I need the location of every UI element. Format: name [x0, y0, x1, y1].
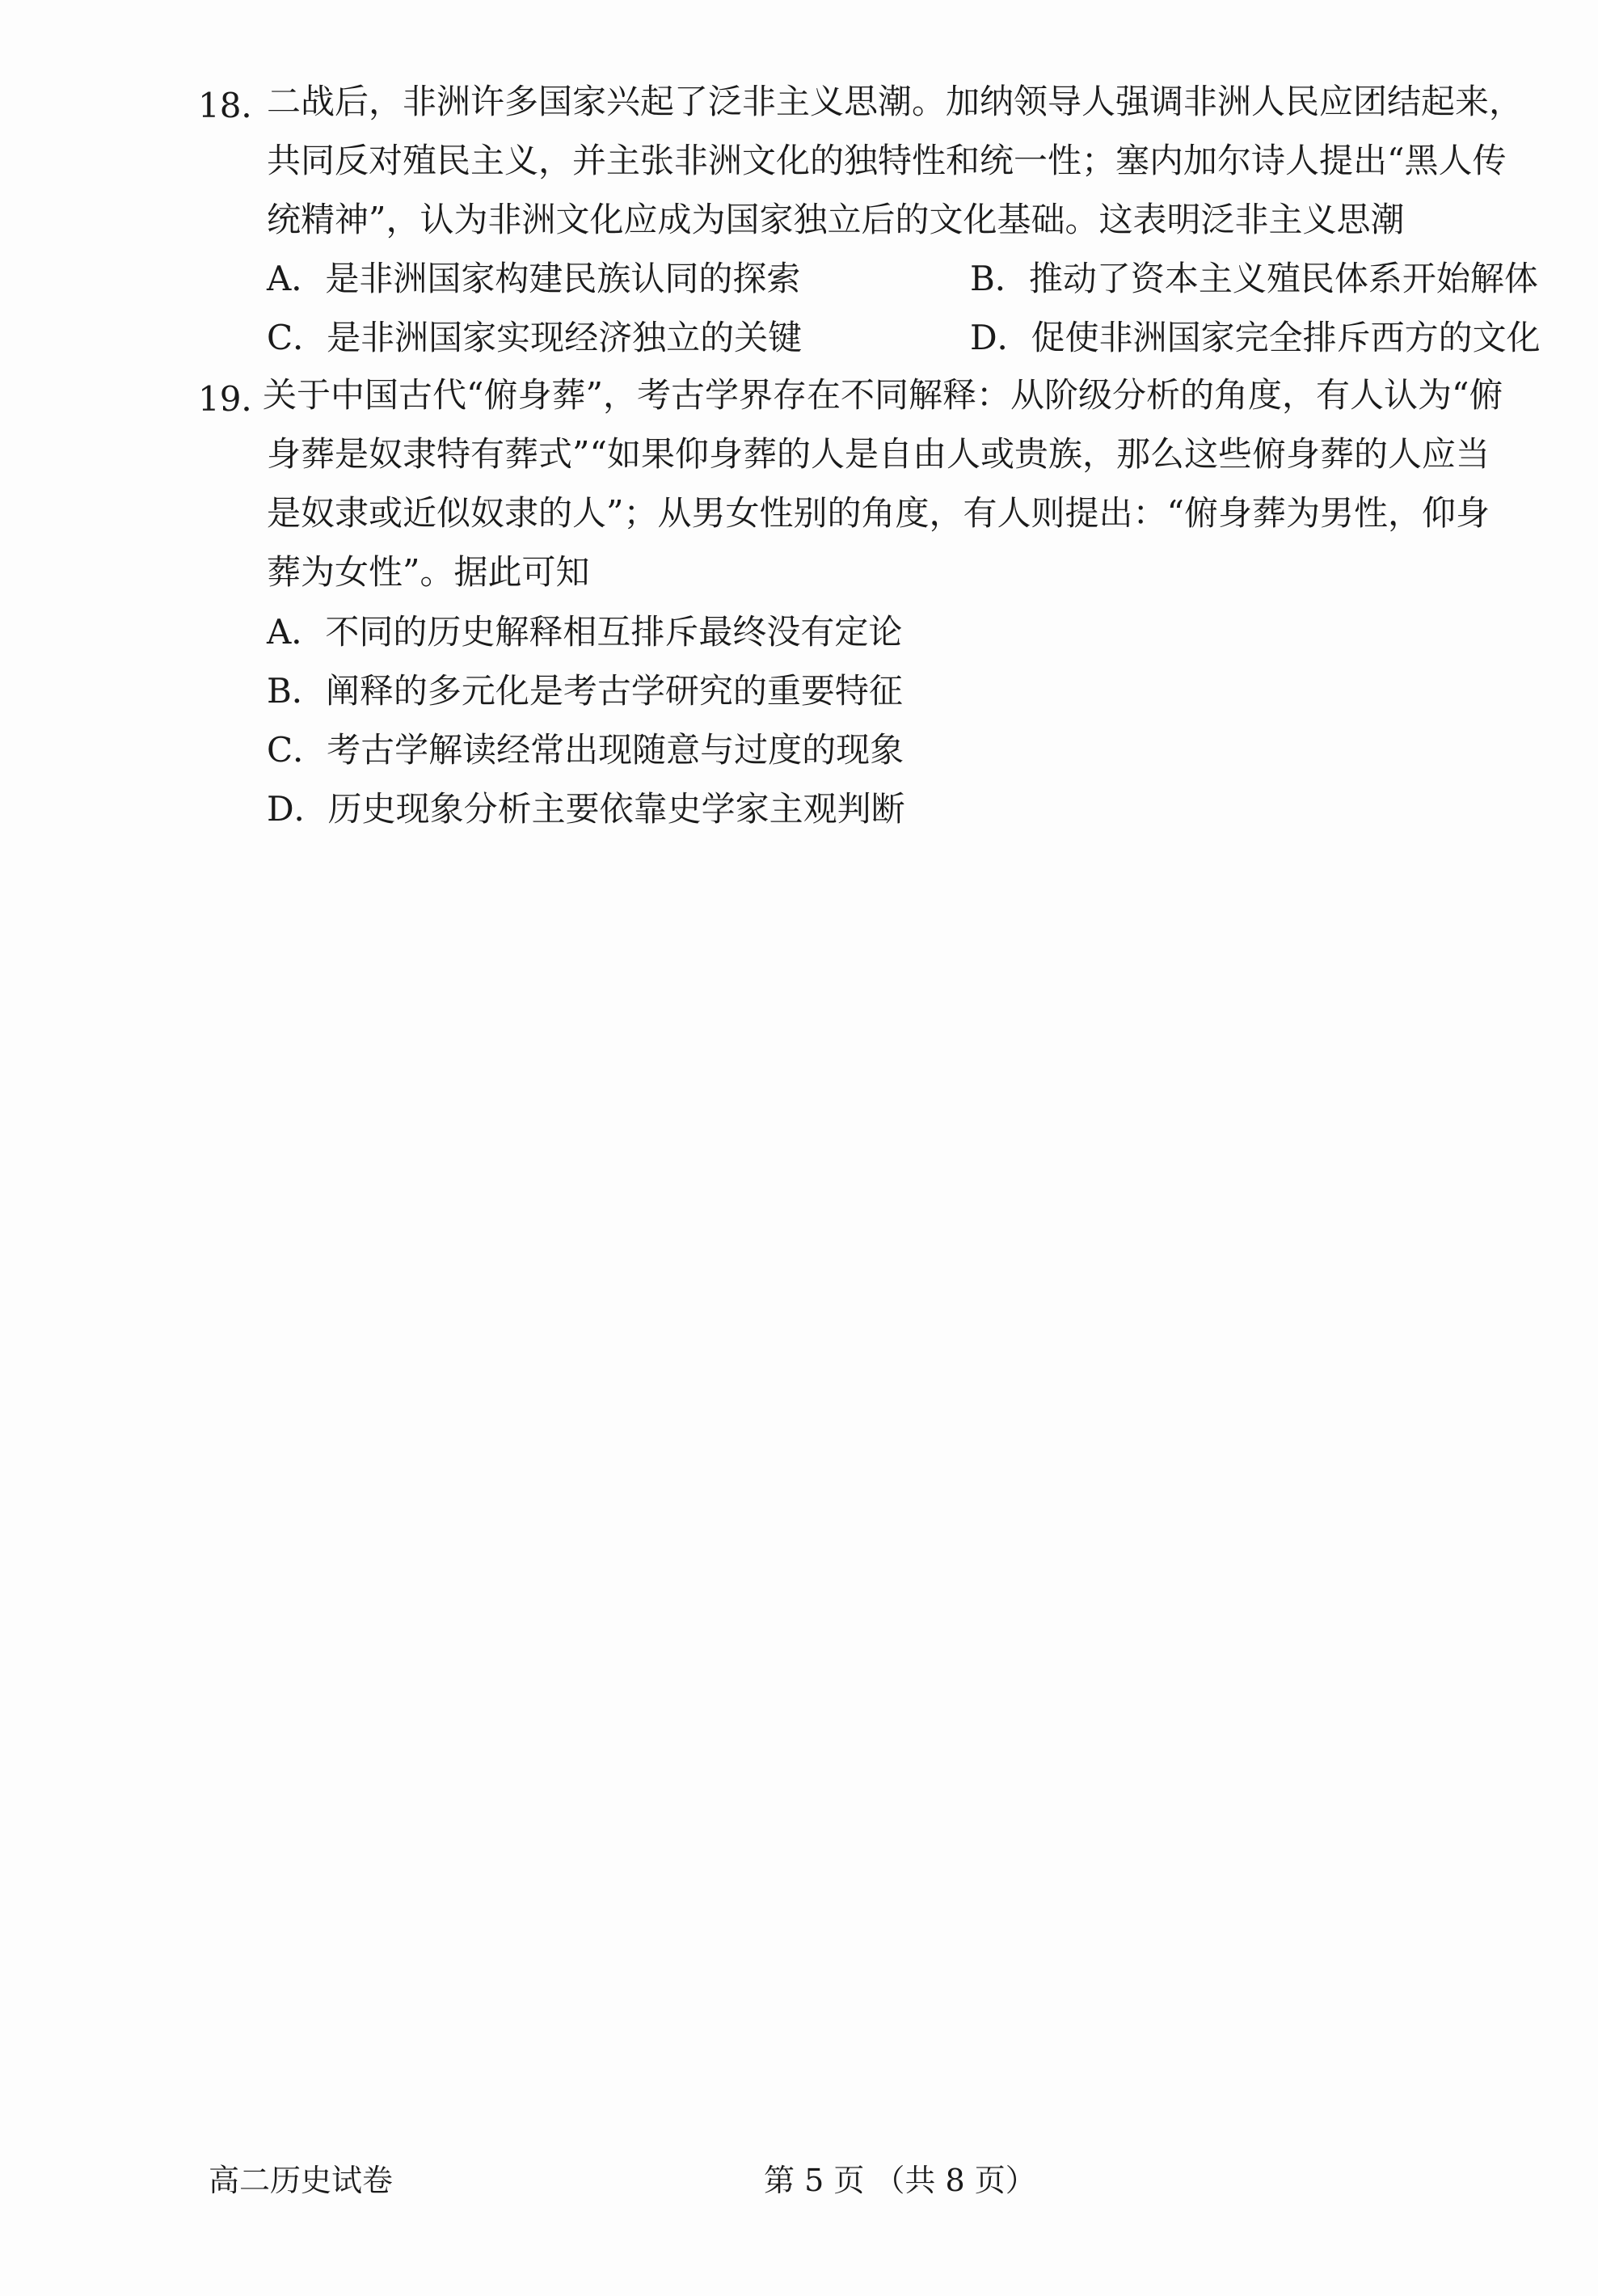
- option-d: D．促使非洲国家完全排斥西方的文化: [970, 318, 1541, 357]
- stem-line: 葬为女性”。据此可知: [267, 552, 590, 592]
- stem-line: 是奴隶或近似奴隶的人”；从男女性别的角度，有人则提出：“俯身葬为男性，仰身: [267, 493, 1490, 533]
- option-row: [267, 779, 1572, 838]
- stem-line: 共同反对殖民主义，并主张非洲文化的独特性和统一性；塞内加尔诗人提出“黑人传: [267, 141, 1507, 180]
- option-row: [267, 661, 1572, 720]
- stem-line: 身葬是奴隶特有葬式”“如果仰身葬的人是自由人或贵族，那么这些俯身葬的人应当: [267, 434, 1490, 474]
- option-row: [267, 249, 1572, 308]
- option-b: B．推动了资本主义殖民体系开始解体: [970, 259, 1538, 298]
- option-b: B．阐释的多元化是考古学研究的重要特征: [267, 671, 903, 711]
- option-row: [267, 602, 1572, 661]
- footer-subject: 高二历史试卷: [209, 2163, 394, 2198]
- question-number: 18．: [198, 86, 276, 125]
- question-stem: [263, 365, 1568, 424]
- option-d: D．历史现象分析主要依靠史学家主观判断: [267, 789, 905, 829]
- question-18: [198, 77, 1572, 368]
- option-a: A．不同的历史解释相互排斥最终没有定论: [267, 612, 903, 652]
- option-c: C．考古学解读经常出现随意与过度的现象: [267, 730, 904, 770]
- footer-page-number: 第 5 页 （共 8 页）: [764, 2163, 1036, 2198]
- answer-options: [267, 249, 1572, 367]
- option-a: A．是非洲国家构建民族认同的探索: [267, 259, 801, 298]
- option-row: [267, 308, 1572, 367]
- answer-options: [267, 602, 1572, 838]
- question-stem: [267, 72, 1572, 249]
- stem-line: 关于中国古代“俯身葬”，考古学界存在不同解释：从阶级分析的角度，有人认为“俯: [263, 375, 1503, 415]
- question-stem-continued: [267, 424, 1572, 601]
- question-19: [198, 370, 1572, 855]
- stem-line: 二战后，非洲许多国家兴起了泛非主义思潮。加纳领导人强调非洲人民应团结起来，: [267, 82, 1524, 121]
- stem-line: 统精神”，认为非洲文化应成为国家独立后的文化基础。这表明泛非主义思潮: [267, 200, 1405, 239]
- option-row: [267, 720, 1572, 779]
- option-c: C．是非洲国家实现经济独立的关键: [267, 318, 803, 357]
- question-number: 19．: [198, 379, 276, 419]
